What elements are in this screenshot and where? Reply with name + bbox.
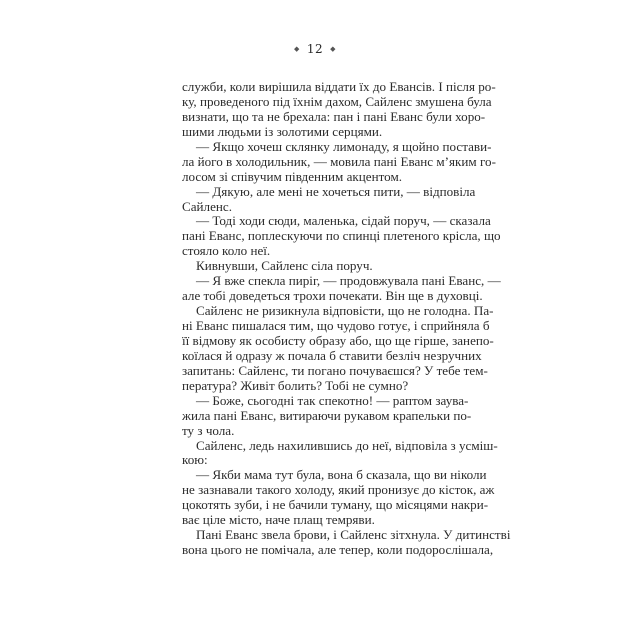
- text-line: вона цього не помічала, але тепер, коли подорослішала,: [182, 542, 494, 558]
- page-number-header: [0, 42, 630, 56]
- text-line: — Я вже спекла пиріг, — продовжувала пані Еванс, —: [196, 273, 501, 289]
- body-text: [182, 79, 511, 558]
- text-line: жила пані Еванс, витираючи рукавом крапельки по-: [182, 407, 472, 423]
- text-line: її відмову як особисту образу або, що ще гірше, занепо-: [182, 332, 494, 348]
- text-line: пані Еванс, поплескуючи по спинці плетеного крісла, що: [182, 228, 501, 244]
- text-line: Сайленс не ризикнула відповісти, що не голодна. Па-: [196, 303, 494, 319]
- text-line: ку, проведеного під їхнім дахом, Сайленс змушена була: [182, 93, 492, 109]
- text-line: запитань: Сайленс, ти погано почуваєшся? У тебе тем-: [182, 362, 488, 378]
- text-line: Кивнувши, Сайленс сіла поруч.: [196, 258, 373, 274]
- text-line: але тобі доведеться трохи почекати. Він ще в духовці.: [182, 288, 483, 304]
- text-line: шими людьми із золотими серцями.: [182, 123, 383, 139]
- diamond-ornament-icon: ◆: [293, 45, 300, 53]
- text-line: не зазнавали такого холоду, який пронизує до кісток, аж: [182, 482, 495, 498]
- text-line: коїлася й одразу ж почала б ставити безліч незручних: [182, 347, 482, 363]
- text-line: Сайленс, ледь нахилившись до неї, відповіла з усміш-: [196, 437, 498, 453]
- text-line: ла його в холодильник, — мовила пані Еванс м’яким го-: [182, 153, 496, 169]
- text-line: служби, коли вирішила віддати їх до Евансів. І після ро-: [182, 79, 496, 94]
- text-line: ває ціле місто, наче плащ темряви.: [182, 512, 375, 528]
- text-line: цокотять зуби, і не бачили туману, що місяцями накри-: [182, 497, 489, 513]
- text-line: — Якби мама тут була, вона б сказала, що ви ніколи: [196, 467, 487, 483]
- text-line: лосом зі співучим південним акцентом.: [182, 168, 403, 184]
- text-line: ту з чола.: [182, 422, 235, 438]
- text-line: пература? Живіт болить? Тобі не сумно?: [182, 377, 409, 393]
- text-line: кою:: [182, 452, 208, 468]
- page-number: 12: [306, 42, 324, 56]
- text-line: — Боже, сьогодні так спекотно! — раптом заува-: [196, 392, 469, 408]
- text-line: стояло коло неї.: [182, 243, 271, 259]
- diamond-ornament-icon: ◆: [330, 45, 337, 53]
- text-line: Пані Еванс звела брови, і Сайленс зітхнула. У дитинстві: [196, 527, 511, 543]
- text-line: — Дякую, але мені не хочеться пити, — відповіла: [196, 183, 476, 199]
- text-line: Сайленс.: [182, 198, 232, 214]
- text-line: ні Еванс пишалася тим, що чудово готує, і сприйняла б: [182, 318, 490, 333]
- text-line: — Тоді ходи сюди, маленька, сідай поруч, — сказала: [196, 213, 491, 229]
- text-line: визнати, що та не брехала: пан і пані Еванс були хоро-: [182, 108, 486, 124]
- text-line: — Якщо хочеш склянку лимонаду, я щойно постави-: [196, 138, 492, 154]
